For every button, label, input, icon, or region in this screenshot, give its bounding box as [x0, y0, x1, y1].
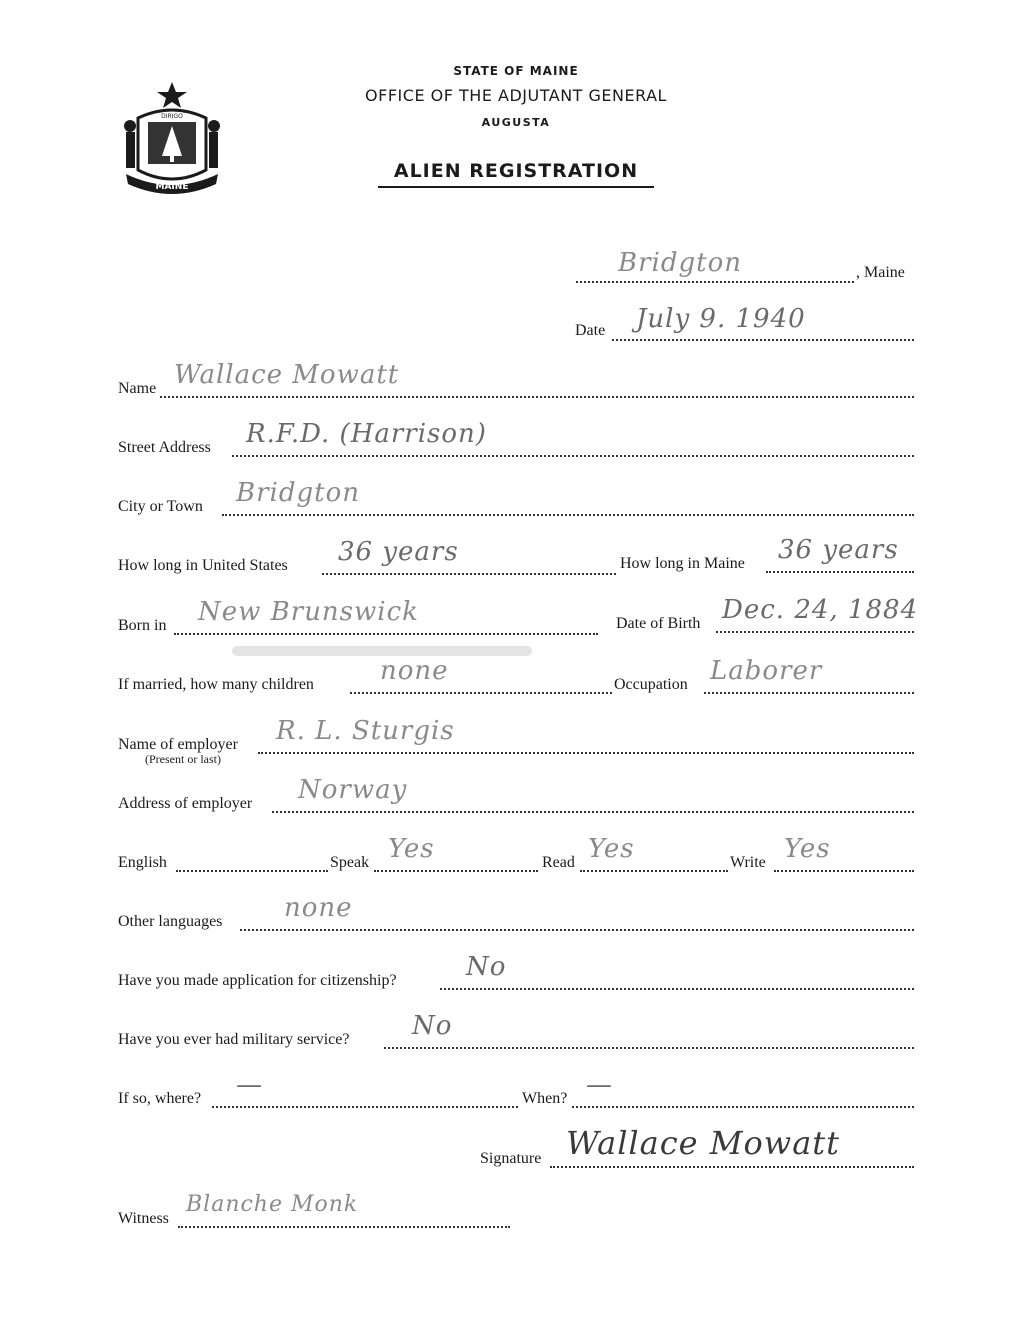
date-dots — [612, 339, 914, 341]
citizenship-label: Have you made application for citizenship? — [118, 972, 397, 989]
other-languages-label: Other languages — [118, 913, 223, 930]
citizenship-dots — [440, 988, 914, 990]
employer-label: Name of employer — [118, 736, 238, 753]
speak-label: Speak — [330, 854, 370, 871]
english-label: English — [118, 854, 167, 871]
when-value: — — [586, 1070, 613, 1100]
where-dots — [212, 1106, 518, 1108]
svg-text:MAINE: MAINE — [155, 182, 189, 192]
name-value: Wallace Mowatt — [174, 360, 400, 390]
born-in-value: New Brunswick — [198, 597, 419, 627]
maine-time-dots — [766, 571, 914, 573]
signature-dots — [550, 1166, 914, 1168]
employer-sublabel: (Present or last) — [145, 752, 221, 766]
witness-dots — [178, 1226, 510, 1228]
smudge-mark — [232, 646, 532, 656]
dob-label: Date of Birth — [616, 615, 701, 632]
other-languages-dots — [240, 929, 914, 931]
place-dots — [576, 281, 854, 283]
witness-label: Witness — [118, 1210, 169, 1227]
witness-value: Blanche Monk — [186, 1192, 359, 1217]
english-dots — [176, 870, 328, 872]
employer-address-label: Address of employer — [118, 795, 253, 812]
citizenship-value: No — [466, 952, 507, 982]
military-label: Have you ever had military service? — [118, 1031, 350, 1048]
military-value: No — [412, 1011, 453, 1041]
born-in-dots — [174, 633, 598, 635]
when-label: When? — [522, 1090, 568, 1107]
name-dots — [160, 396, 914, 398]
children-dots — [350, 692, 612, 694]
street-value: R.F.D. (Harrison) — [246, 419, 487, 449]
employer-dots — [258, 752, 914, 754]
city-label: City or Town — [118, 498, 203, 515]
maine-time-value: 36 years — [778, 535, 899, 565]
military-dots — [384, 1047, 914, 1049]
occupation-value: Laborer — [710, 656, 823, 686]
dob-dots — [716, 631, 914, 633]
where-label: If so, where? — [118, 1090, 202, 1107]
other-languages-value: none — [284, 893, 353, 923]
write-value: Yes — [784, 834, 831, 864]
place-value: Bridgton — [618, 248, 742, 278]
maine-state-seal — [118, 78, 226, 200]
employer-address-value: Norway — [298, 775, 408, 805]
name-label: Name — [118, 380, 157, 397]
occupation-label: Occupation — [614, 676, 688, 693]
header-office: OFFICE OF THE ADJUTANT GENERAL — [365, 86, 667, 105]
when-dots — [572, 1106, 914, 1108]
read-dots — [580, 870, 728, 872]
children-label: If married, how many children — [118, 676, 314, 693]
read-value: Yes — [588, 834, 635, 864]
write-dots — [774, 870, 914, 872]
city-dots — [222, 514, 914, 516]
form-title: ALIEN REGISTRATION — [393, 160, 639, 182]
date-label: Date — [575, 322, 606, 339]
occupation-dots — [704, 692, 914, 694]
street-dots — [232, 455, 914, 457]
date-value: July 9. 1940 — [636, 304, 806, 334]
dob-value: Dec. 24, 1884 — [722, 595, 919, 625]
where-value: — — [236, 1070, 263, 1100]
header-state: STATE OF MAINE — [453, 64, 579, 78]
read-label: Read — [542, 854, 575, 871]
employer-value: R. L. Sturgis — [276, 716, 455, 746]
signature-value: Wallace Mowatt — [566, 1124, 840, 1162]
speak-dots — [374, 870, 538, 872]
speak-value: Yes — [388, 834, 435, 864]
header-city: AUGUSTA — [481, 116, 551, 129]
children-value: none — [380, 656, 449, 686]
maine-time-label: How long in Maine — [620, 555, 745, 572]
write-label: Write — [730, 854, 766, 871]
street-label: Street Address — [118, 439, 211, 456]
svg-text:DIRIGO: DIRIGO — [161, 113, 183, 120]
title-underline — [378, 186, 654, 188]
place-suffix: , Maine — [856, 264, 905, 281]
born-in-label: Born in — [118, 617, 167, 634]
city-value: Bridgton — [236, 478, 360, 508]
us-time-label: How long in United States — [118, 557, 288, 574]
us-time-dots — [322, 573, 616, 575]
employer-address-dots — [272, 811, 914, 813]
signature-label: Signature — [480, 1150, 542, 1167]
us-time-value: 36 years — [338, 537, 459, 567]
